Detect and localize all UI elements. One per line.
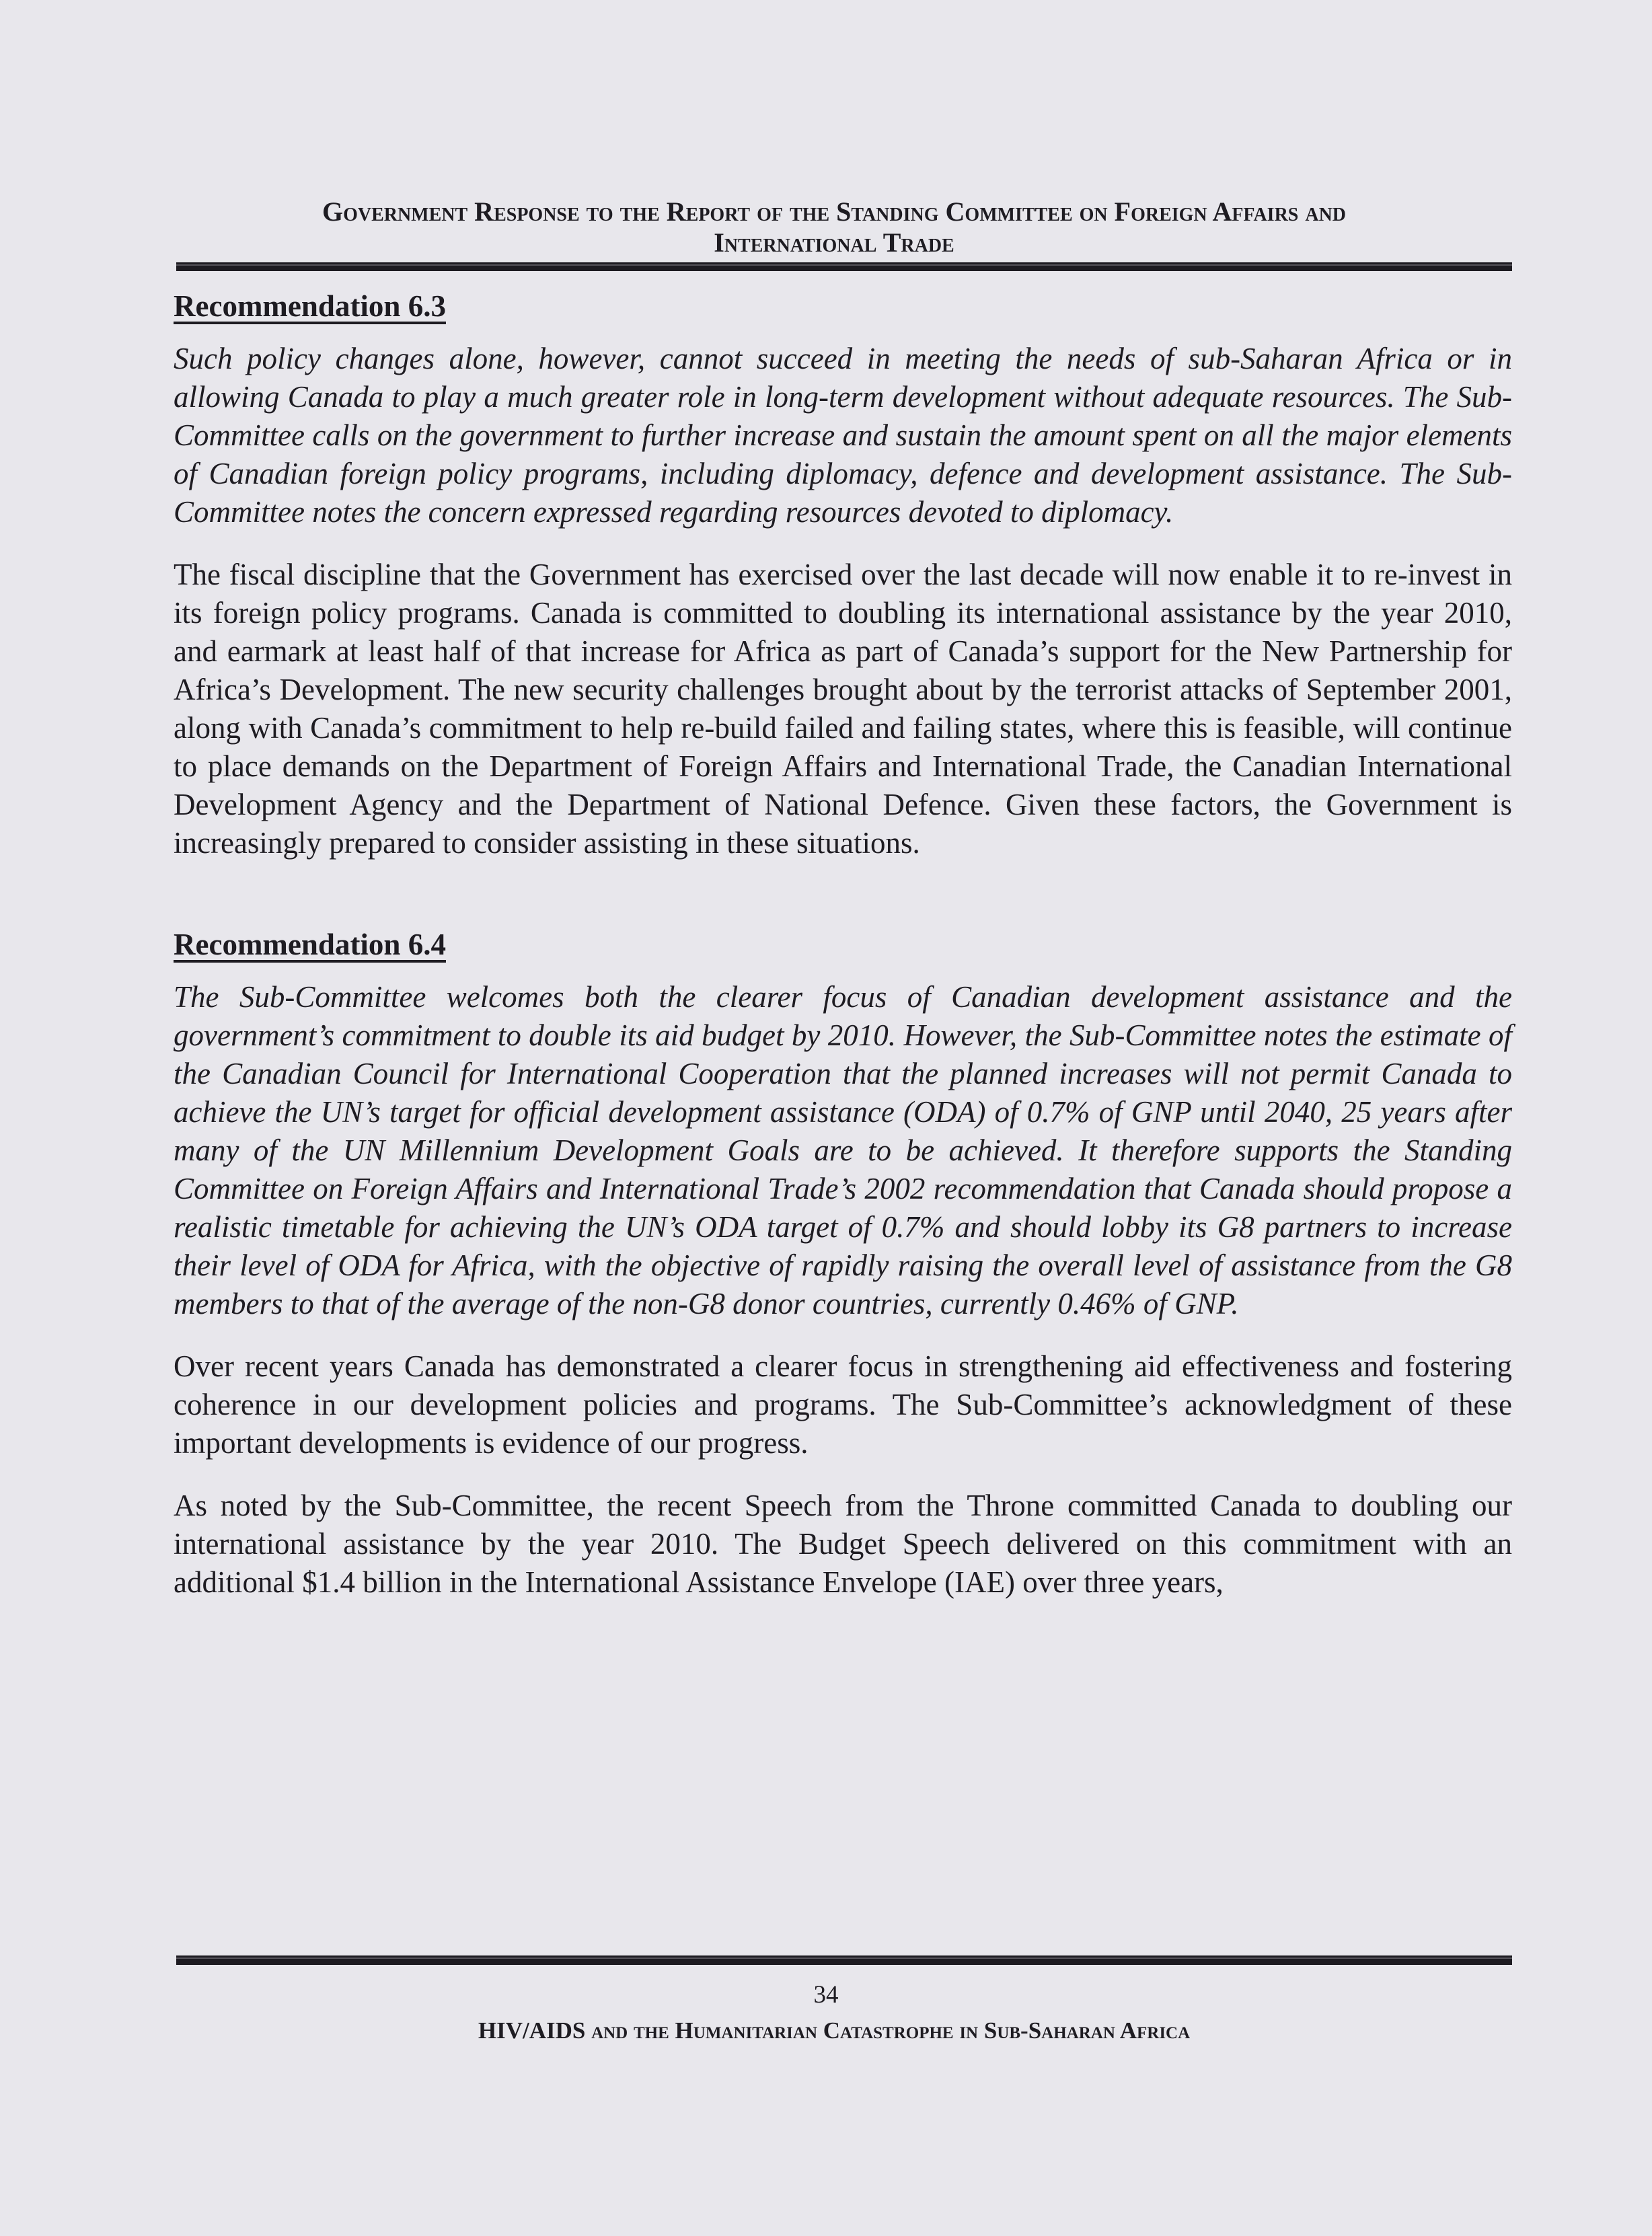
running-header-line-1: Government Response to the Report of the Standing Committee on Foreign Affairs and (322, 196, 1347, 227)
recommendation-6-4-section (174, 924, 1512, 1602)
running-footer: HIV/AIDS and the Humanitarian Catastrophe in Sub-Saharan Africa (478, 2017, 1191, 2044)
recommendation-6-3-section (174, 286, 1512, 862)
government-response-paragraph: Over recent years Canada has demonstrated a clearer focus in strengthening aid effectiveness and fostering coherence in our development policies and programs. The Sub-Committee’s acknowledgment of these important developments is evidence of our progress. (174, 1349, 1512, 1460)
recommendation-text: Such policy changes alone, however, cannot succeed in meeting the needs of sub-Saharan Africa or in allowing Canada to play a much greater role in long-term development without adequate resources. The Sub-Committee calls on the government to further increase and sustain the amount spent on all the major elements of Canadian foreign policy programs, including diplomacy, defence and development assistance. The Sub-Committee notes the concern expressed regarding resources devoted to diplomacy. (174, 342, 1512, 529)
government-response-paragraph: As noted by the Sub-Committee, the recent Speech from the Throne committed Canada to doubling our international assistance by the year 2010. The Budget Speech delivered on this commitment with an additional $1.4 billion in the International Assistance Envelope (IAE) over three years, (174, 1489, 1512, 1599)
recommendation-heading: Recommendation 6.3 (174, 289, 446, 323)
running-header-line-2: International Trade (714, 227, 954, 258)
recommendation-heading: Recommendation 6.4 (174, 928, 446, 961)
header-rule (176, 262, 1512, 271)
government-response-paragraph: The fiscal discipline that the Government has exercised over the last decade will now enable it to re-invest in its foreign policy programs. Canada is committed to doubling its international assistance by the year 2010, and earmark at least half of that increase for Africa as part of Canada’s support for the New Partnership for Africa’s Development. The new security challenges brought about by the terrorist attacks of September 2001, along with Canada’s commitment to help re-build failed and failing states, where this is feasible, will continue to place demands on the Department of Foreign Affairs and International Trade, the Canadian International Development Agency and the Department of National Defence. Given these factors, the Government is increasingly prepared to consider assisting in these situations. (174, 558, 1512, 860)
recommendation-text: The Sub-Committee welcomes both the clearer focus of Canadian development assistance and the government’s commitment to double its aid budget by 2010. However, the Sub-Committee notes the estimate of the Canadian Council for International Cooperation that the planned increases will not permit Canada to achieve the UN’s target for official development assistance (ODA) of 0.7% of GNP until 2040, 25 years after many of the UN Millennium Development Goals are to be achieved. It therefore supports the Standing Committee on Foreign Affairs and International Trade’s 2002 recommendation that Canada should propose a realistic timetable for achieving the UN’s ODA target of 0.7% and should lobby its G8 partners to increase their level of ODA for Africa, with the objective of rapidly raising the overall level of assistance from the G8 members to that of the average of the non-G8 donor countries, currently 0.46% of GNP. (174, 980, 1512, 1320)
document-body (174, 286, 1512, 1602)
footer-rule (176, 1955, 1512, 1965)
running-header (168, 196, 1500, 258)
page-number: 34 (813, 1981, 839, 2009)
